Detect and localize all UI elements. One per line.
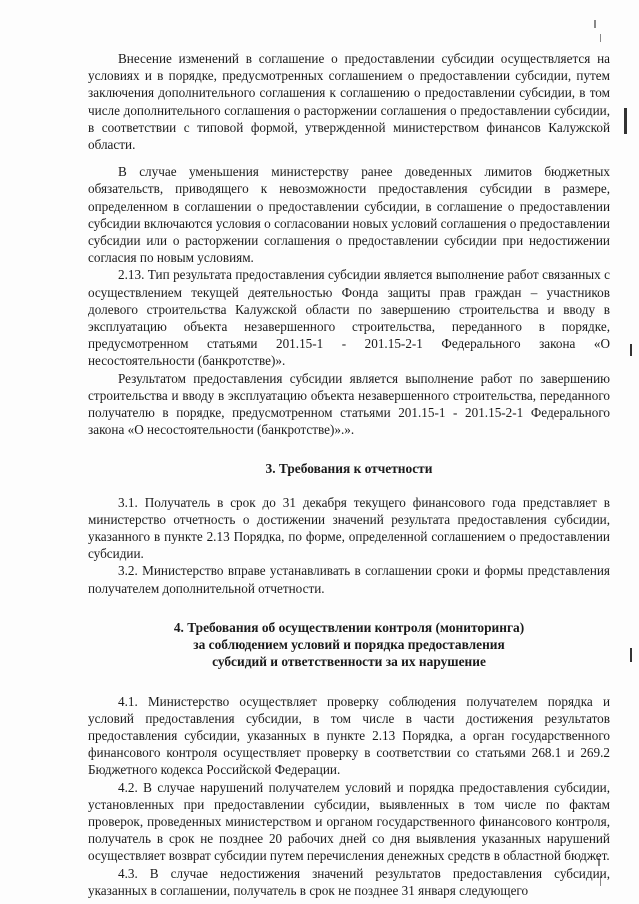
scan-edge-mark xyxy=(630,344,632,356)
paragraph-amendments: Внесение изменений в соглашение о предоставлении субсидии осуществляется на условиях и в порядке, предусмотренных соглашением о предоставлении субсидии, путем заключения дополнительного соглашения к соглашению о предоставлении субсидии, в том числе дополнительного соглашения о расторжении соглашения о предоставлении субсидии, в соответствии с типовой формой, утвержденной министерством финансов Калужской области. xyxy=(88,51,610,153)
paragraph-3-2: 3.2. Министерство вправе устанавливать в соглашении сроки и формы представления получателем дополнительной отчетности. xyxy=(88,563,610,596)
scan-edge-mark xyxy=(630,648,632,662)
document-body xyxy=(88,50,610,899)
section-3-title: 3. Требования к отчетности xyxy=(265,461,433,477)
paragraph-limits-reduction: В случае уменьшения министерству ранее доведенных лимитов бюджетных обязательств, приводящего к невозможности предоставления субсидии в размере, определенном в соглашении о предоставлении субсидии, в соглашение о предоставлении субсидии включаются условия о согласовании новых условий соглашения о предоставлении субсидии или о расторжении соглашения о предоставлении субсидии при недостижении согласия по новым условиям. xyxy=(88,164,610,266)
section-4-title-line-1: 4. Требования об осуществлении контроля (мониторинга) xyxy=(173,619,525,635)
paragraph-3-1: 3.1. Получатель в срок до 31 декабря текущего финансового года представляет в министерство отчетность о достижении значений результата предоставления субсидии, указанного в пункте 2.13 Порядка, по форме, определенной соглашением о предоставлении субсидии. xyxy=(88,494,610,562)
paragraph-2-13: 2.13. Тип результата предоставления субсидии является выполнение работ связанных с осуществлением текущей деятельностью Фонда защиты прав граждан – участников долевого строительства Калужской области по завершению строительства и вводу в эксплуатацию объекта незавершенного строительства, переданного в порядке, предусмотренном статьями 201.15-1 - 201.15-2-1 Федерального закона «О несостоятельности (банкротстве)». xyxy=(88,267,610,369)
scan-edge-mark xyxy=(594,20,596,28)
paragraph-4-3: 4.3. В случае недостижения значений результатов предоставления субсидии, указанных в соглашении, получатель в срок не позднее 31 января следующего xyxy=(88,865,610,898)
scan-edge-mark xyxy=(624,108,627,134)
section-4-title-line-3: субсидий и ответственности за их нарушение xyxy=(212,654,486,670)
section-4-title-line-2: за соблюдением условий и порядка предоставления xyxy=(193,637,505,653)
paragraph-4-1: 4.1. Министерство осуществляет проверку соблюдения получателем порядка и условий предоставления субсидии, в том числе в части достижения результатов предоставления субсидии, указанных в пункте 2.13 Порядка, а орган государственного финансового контроля осуществляет проверку в соответствии со статьями 268.1 и 269.2 Бюджетного кодекса Российской Федерации. xyxy=(88,693,610,778)
scan-edge-mark xyxy=(600,34,601,42)
paragraph-result: Результатом предоставления субсидии является выполнение работ по завершению строительства и вводу в эксплуатацию объекта незавершенного строительства, переданного получателю в порядке, предусмотренном статьями 201.15-1 - 201.15-2-1 Федерального закона «О несостоятельности (банкротстве)».». xyxy=(88,370,610,438)
paragraph-4-2: 4.2. В случае нарушений получателем условий и порядка предоставления субсидии, установленных при предоставлении субсидии, выявленных в том числе по фактам проверок, проведенных министерством и органом государственного финансового контроля, получатель в срок не позднее 20 рабочих дней со дня выявления указанных нарушений осуществляет возврат субсидии путем перечисления денежных средств в областной бюджет. xyxy=(88,779,610,864)
